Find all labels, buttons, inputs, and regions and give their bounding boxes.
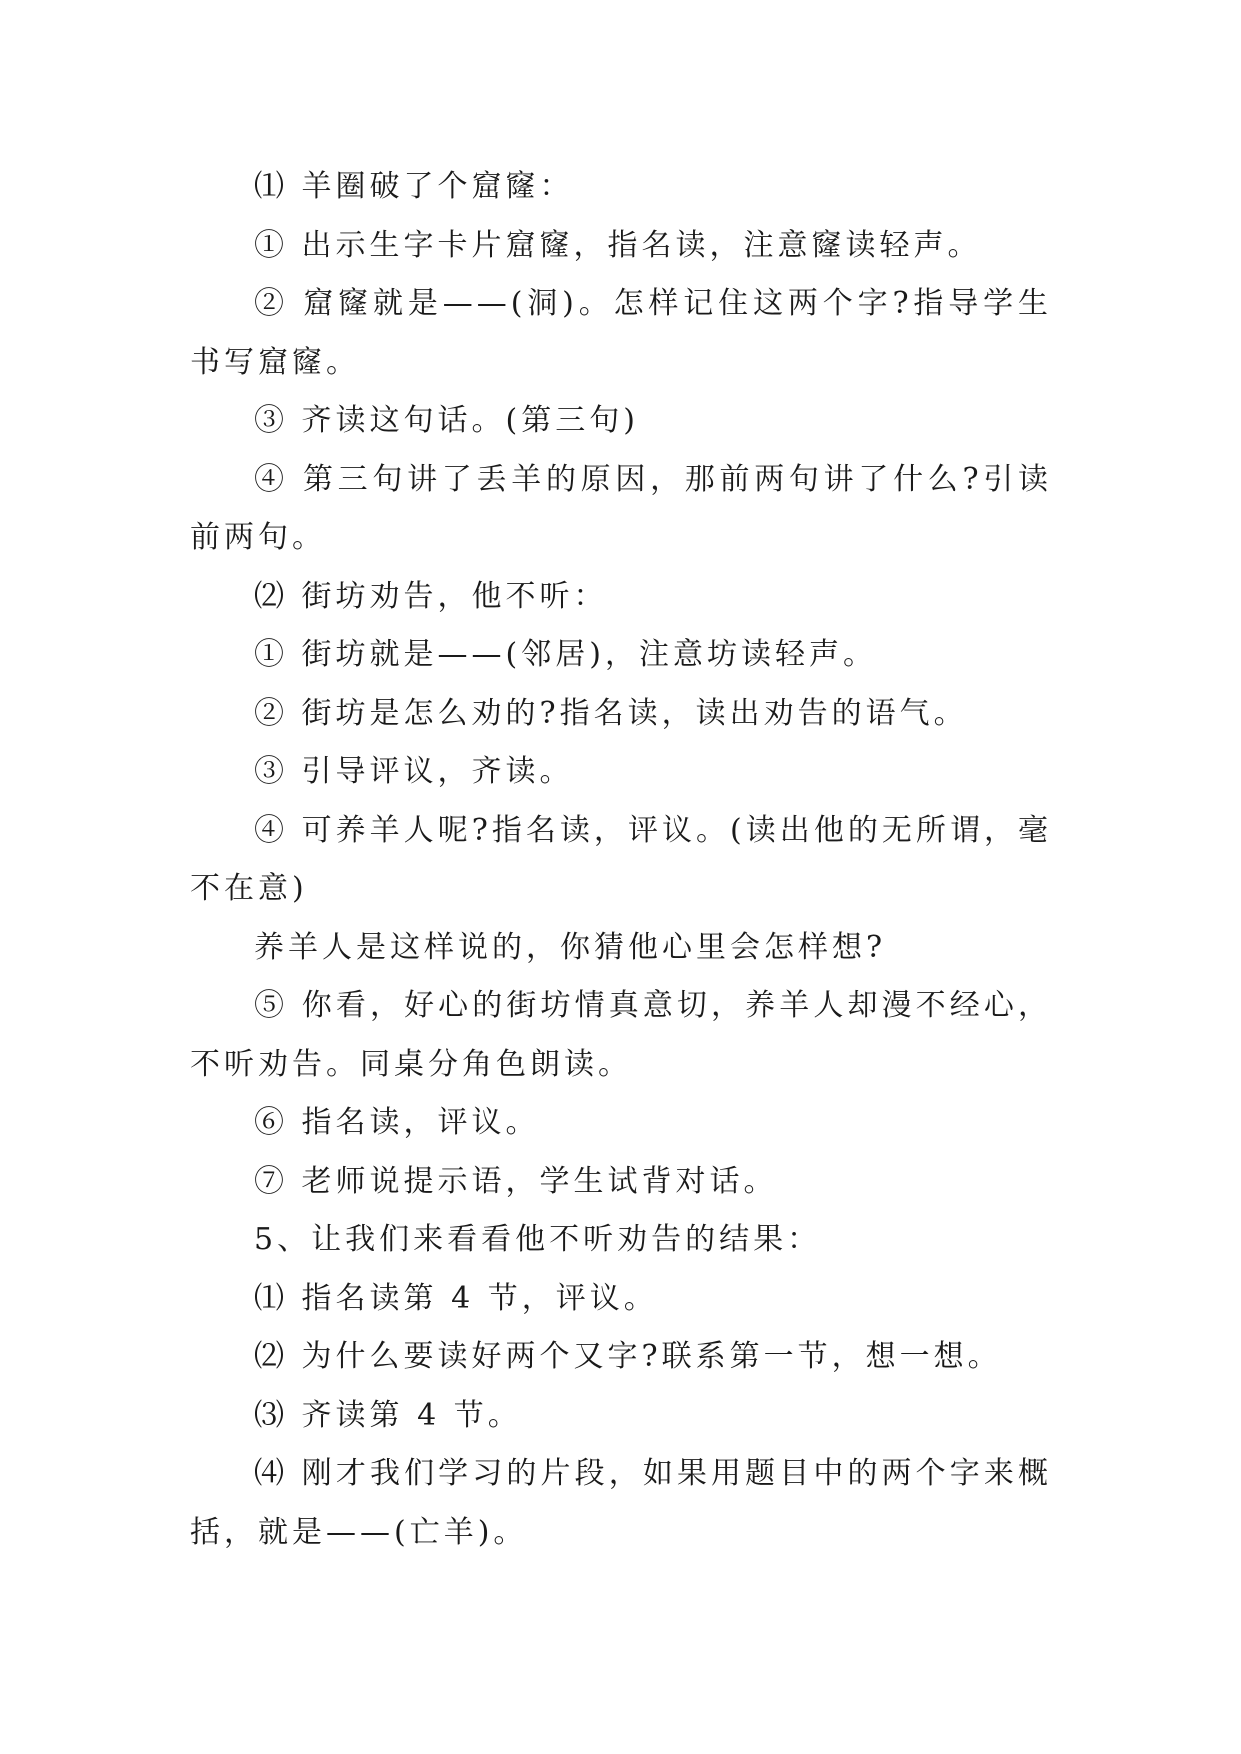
paragraph: ④ 可养羊人呢?指名读，评议。(读出他的无所谓，毫不在意) (190, 812, 1052, 906)
paragraph: ③ 齐读这句话。(第三句) (254, 403, 639, 438)
paragraph: ④ 第三句讲了丢羊的原因，那前两句讲了什么?引读前两句。 (190, 461, 1052, 555)
paragraph: ⑷ 刚才我们学习的片段，如果用题目中的两个字来概括，就是——(亡羊)。 (190, 1456, 1052, 1550)
paragraph: ① 出示生字卡片窟窿，指名读，注意窿读轻声。 (254, 227, 982, 263)
paragraph: ② 街坊是怎么劝的?指名读，读出劝告的语气。 (254, 695, 968, 731)
paragraph: ⑶ 齐读第 4 节。 (254, 1397, 522, 1433)
paragraph: ⑵ 街坊劝告，他不听： (254, 578, 608, 614)
paragraph: ② 窟窿就是——(洞)。怎样记住这两个字?指导学生书写窟窿。 (190, 286, 1052, 380)
paragraph: ⑴ 羊圈破了个窟窿： (254, 169, 574, 204)
paragraph: 5、让我们来看看他不听劝告的结果： (254, 1222, 822, 1257)
paragraph: ③ 引导评议，齐读。 (254, 754, 574, 789)
paragraph: ⑵ 为什么要读好两个又字?联系第一节，想一想。 (254, 1339, 1002, 1374)
paragraph: ⑤ 你看，好心的街坊情真意切，养羊人却漫不经心，不听劝告。同桌分角色朗读。 (190, 988, 1052, 1082)
paragraph: ⑴ 指名读第 4 节，评议。 (254, 1280, 658, 1316)
paragraph: ⑥ 指名读，评议。 (254, 1105, 540, 1140)
paragraph: ⑦ 老师说提示语，学生试背对话。 (254, 1163, 778, 1199)
lesson-text-body (190, 158, 1052, 1562)
paragraph: ① 街坊就是——(邻居)，注意坊读轻声。 (254, 637, 877, 672)
paragraph: 养羊人是这样说的，你猜他心里会怎样想? (254, 929, 887, 965)
